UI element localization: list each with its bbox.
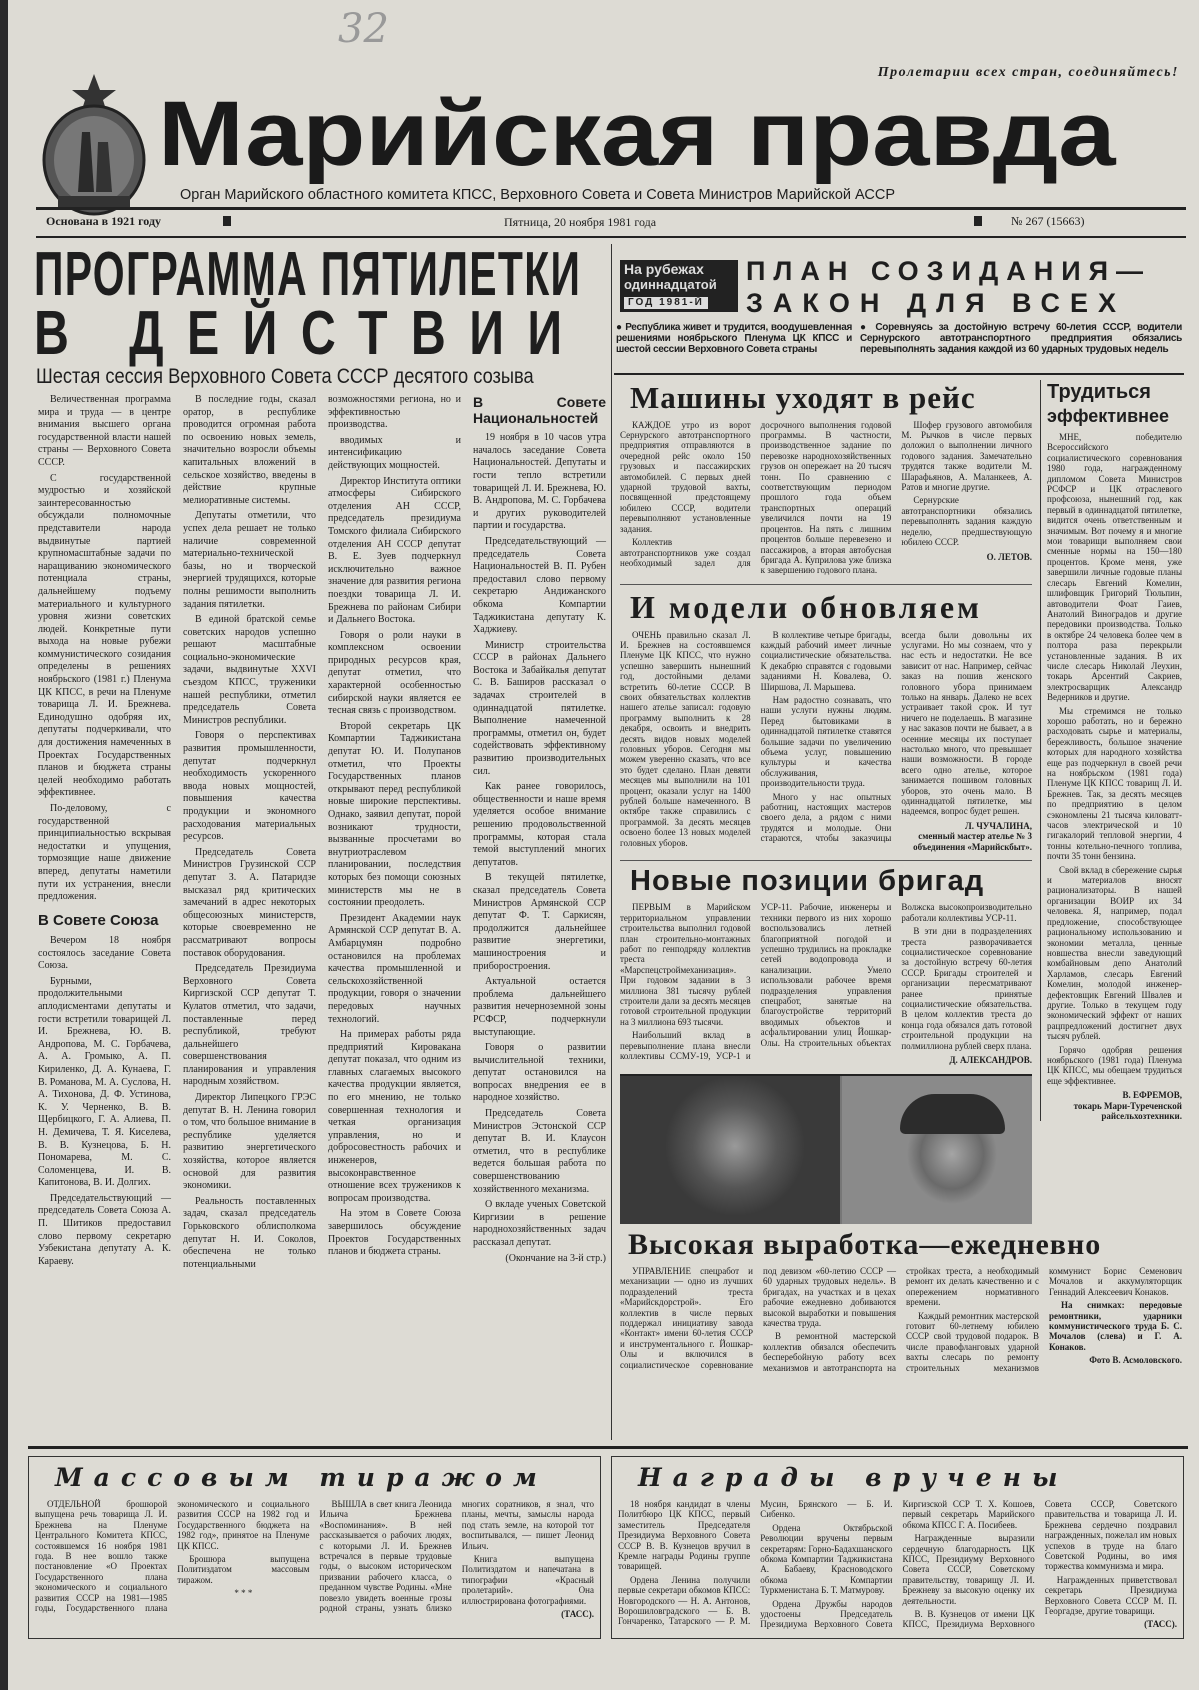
- brigades-paragraph: В эти дни в подразделениях треста разворачивается социалистическое соревнование за достойную встречу 60-летия СССР. Бригады строителей и организации пересматривают ранее принятые социалистические обязательства. В целом коллектив треста до конца года обязался дать готовой строительной продукции на полмиллиона рублей сверх плана.: [901, 926, 1032, 1051]
- section-heading-nationalities-council: В Совете Национальностей: [473, 394, 606, 427]
- lead-paragraph: Реальность поставленных задач, сказал председатель Горьковского облисполкома депутат Н. И. Соколов, обеспечена не только потенциальными возможностями региона, но и эффективностью производства.: [183, 394, 461, 1270]
- lead-paragraph: По-деловому, с государственной принципиальностью вскрывая недостатки и упущения, тормозящие наше движение вперед, депутаты наметили пути их устранения, внесли предложения.: [38, 803, 171, 903]
- output-paragraph: Каждый ремонтник мастерской готовит 60-летнему юбилею СССР свой трудовой подарок. В числе правофланговых ударной вахты слесарь по ремонту строительных механизмов коммунист Борис Семенович Мочалов и аккумуляторщик Геннадий Алексеевич Конаков.: [906, 1266, 1182, 1373]
- lead-paragraph: Бурными, продолжительными аплодисментами депутаты и гости встретили товарищей Л. И. Брежнева, Ю. В. Андропова, М. С. Горбачева, А. А. Громыко, А. П. Кириленко, Д. А. Кунаева, Г. В. Романова, М. А. Суслова, Н. А. Тихонова, Д. Ф. Устинова, К. У. Черненко, В. В. Щербицкого, Г. А. Алиева, П. Н. Демичева, Т. Я. Киселева, В. В. Кузнецова, Б. Н. Пономарева, М. С. Соломенцева, И. В. Капитонова, В. И. Долгих.: [38, 975, 171, 1189]
- output-article: [620, 1228, 1182, 1374]
- output-paragraph: УПРАВЛЕНИЕ спецработ и механизации — одно из лучших подразделений треста «Марийскдорстрой». Его коллектив в числе первых поддержал инициативу завода «Контакт» имени 60-летия СССР и инструментального г. Йошкар-Олы и включился в социалистическое соревнование под девизом «60-летию СССР — 60 ударных трудовых недель». В бригадах, на участках и в цехах рабочие ежедневно добиваются высокой выработки и повышения качества труда.: [620, 1266, 896, 1370]
- lead-paragraph: Актуальной остается проблема дальнейшего развития нечерноземной зоны РСФСР, подчеркнули выступающие.: [473, 976, 606, 1038]
- lead-paragraph: Говоря о развитии вычислительной техники, депутат остановился на вопросах внедрения ее в народное хозяйство.: [473, 1042, 606, 1104]
- models-paragraph: Много у нас опытных работниц, настоящих мастеров своего дела, а рядом с ними трудятся и молодые. Они стараются, чтобы заказчицы всегда были довольны их услугами. Но мы сознаем, что у нас есть и недостатки. Не все зависит от нас. Например, сейчас заказ на пошив женского головного убора принимаем только на январь. Далеко не всех устраивает такой срок. И тут ничего не поделаешь. В магазине у нас заказов почти не бывает, а в осенние месяцы их поступает настолько много, что превышает наши возможности. В городе всего одно ателье, которое занимается пошивом головных уборов, это очень мало. В одиннадцатой пятилетке, мы надеемся, вопрос будет решен.: [760, 629, 1032, 844]
- models-title: И модели обновляем: [630, 588, 982, 625]
- effective-signature: [1047, 1090, 1182, 1121]
- mass-paragraph: ОТДЕЛЬНОЙ брошюрой выпущена речь товарища Л. И. Брежнева на Пленуме Центрального Комитета КПСС, состоявшемся 16 ноября 1981 года. В нее вошло также постановление «О Проектах Государственного плана экономического и социального развития СССР на 1981—1985 годы, Государственного плана экономического и социального развития СССР на 1982 год и Государственного бюджета на 1982 год», принятое на Пленуме ЦК КПСС.: [35, 1499, 310, 1614]
- models-paragraph: ОЧЕНЬ правильно сказал Л. И. Брежнев на состоявшемся Пленуме ЦК КПСС, что нужно успешно завершить нынешний год, достойными делами встретить 60-летие СССР. В своих обязательствах коллектив нашего ателье записал: годовую программу выполнить к 28 декабря, освоить и внедрить десять видов новых моделей головных уборов. Сегодня мы можем уверенно сказать, что все это будет сделано. План девяти месяцев мы выполнили на 101 процент, оказали услуг на 1400 рублей больше намеченного. В октябре также справились с программой. За десять месяцев освоено более 13 новых моделей головных уборов.: [620, 629, 751, 848]
- lead-paragraph: Второй секретарь ЦК Компартии Таджикистана депутат Ю. И. Полупанов отметил, что Проекты Государственных планов открывают перед республикой новые широкие перспективы. Однако, заявил депутат, порой возникают трудности, вызванные просчетами во внутриотраслевом планировании, последствия которых без помощи союзных министерств мы не в состоянии преодолеть.: [328, 720, 461, 909]
- photo-cap: [900, 1094, 1005, 1134]
- lead-headline-2: В ДЕЙСТВИИ: [34, 299, 586, 368]
- newspaper-page: [8, 0, 1199, 1690]
- main-right-column: [620, 380, 1032, 1224]
- photo-credit: Фото В. Асмоловского.: [1089, 1355, 1182, 1366]
- brigades-body: [620, 902, 1032, 1065]
- lead-paragraph: С государственной мудростью и хозяйской заинтересованностью обсуждали полномочные представители народа выдвинутые партией крупномасштабные задачи по наращиванию экономического потенциала страны, дальнейшему подъему материального и культурного уровня жизни советских людей. Конкретные пути выхода на новые рубежи коммунистического созидания определены в решениях ноябрьского (1981 г.) Пленума ЦК КПСС, в речи на Пленуме товарища Л. И. Брежнева. Единодушно одобряя их, депутаты подчеркивали, что для достижения намеченных в Проектах Государственных планов и бюджета страны целей необходимо работать эффективнее.: [38, 472, 171, 799]
- mass-paragraph: * * *: [234, 1588, 253, 1599]
- rubric-badge: [620, 260, 738, 312]
- output-body: [620, 1266, 1182, 1373]
- output-title: Высокая выработка—ежедневно: [628, 1227, 1102, 1261]
- photo-left-worker: [620, 1076, 840, 1224]
- rubric-line-2: одиннадцатой: [624, 277, 717, 292]
- lead-paragraph: Министр строительства СССР в районах Дальнего Востока и Забайкалья депутат С. В. Баширов рассказал о задачах строителей в одиннадцатой пятилетке. Выполнение намеченной программы, отметил он, будет содействовать эффективному развитию производительных сил.: [473, 639, 606, 777]
- cars-paragraph: Сернурские автотранспортники обязались перевыполнять задания каждую неделю, предшествующую юбилею СССР.: [901, 495, 1032, 548]
- models-paragraph: В коллективе четыре бригады, каждый рабочий имеет личные социалистические обязательства. К декабрю справятся с годовыми заданиями Н. Ковалева, О. Ширшова, Л. Марьшева.: [760, 629, 892, 692]
- awards-paragraph: 18 ноября кандидат в члены Политбюро ЦК КПСС, первый заместитель Председателя Президиума Верховного Совета СССР В. В. Кузнецов вручил в Кремле награды Родины группе товарищей.: [618, 1499, 751, 1572]
- signature-name: В. ЕФРЕМОВ,: [1122, 1090, 1182, 1101]
- lead-paragraph: Председательствующий — председатель Совета Союза А. П. Шитиков предоставил слово первому секретарю Узбекистана депутату А. К. Караеву.: [38, 1192, 171, 1267]
- lead-paragraph: Депутаты отметили, что успех дела решает не только наличие современной материально-технической базы, но и творческой энергией трудящихся, которые полны решимости выполнить задания пятилетки.: [183, 510, 316, 610]
- mass-box: [28, 1456, 601, 1639]
- cars-title: Машины уходят в рейс: [630, 380, 976, 415]
- founded-note: Основана в 1921 году: [46, 214, 162, 228]
- handwritten-page-mark: 32: [338, 6, 389, 52]
- photo-caption: На снимках: передовые ремонтники, ударники коммунистического труда Б. С. Мочалов (слева) и Г. А. Конаков.: [1049, 1300, 1182, 1352]
- plan-headline-2: ЗАКОН ДЛЯ ВСЕХ: [746, 288, 1126, 318]
- lead-paragraph: Директор Липецкого ГРЭС депутат В. Н. Ленина говорил о том, что большое внимание в республике уделяется развитию энергетического хозяйства, которое является основой для развития экономики.: [183, 1092, 316, 1192]
- bullet-text: Соревнуясь за достойную встречу 60-летия СССР, водители Сернурского автотранспортного предприятия обязались перевыполнять задания каждой из 60 ударных трудовых недель: [860, 322, 1182, 356]
- masthead-slogan: Пролетарии всех стран, соединяйтесь!: [877, 65, 1179, 80]
- lead-paragraph: Председатель Президиума Верховного Совета Киргизской ССР депутат Т. Кулатов отметил, что задачи, поставленные перед республикой, требуют дальнейшего совершенствования планирования и управления народным хозяйством.: [183, 963, 316, 1088]
- effective-body: [1047, 432, 1182, 1121]
- cars-paragraph: КАЖДОЕ утро из ворот Сернурского автотранспортного предприятия отправляются в очередной рейс около 150 грузовых и пассажирских автомобилей. С первых дней ударной трудовой вахты, посвященной предстоящему юбилею СССР, водители перевыполняют установленные задания.: [620, 419, 751, 534]
- effective-title-1: Трудиться: [1047, 381, 1151, 403]
- effective-paragraph: Мы стремимся не только хорошо работать, но и бережно расходовать сырье и материалы, бережливость, большое значение которых для народного хозяйства еще раз подчеркнул в своей речи на ноябрьском (1981 года) Пленуме ЦК КПСС товарищ Л. И. Брежнев. Так, за десять месяцев по предприятию в целом сэкономлены 21 тысяча киловатт-часов электрической и 10 гигакалорий тепловой энергии, 4 тонны котельно-печного топлива, почти 35 тонн бензина.: [1047, 705, 1182, 862]
- effective-column: [1040, 380, 1182, 1121]
- lead-paragraph: В единой братской семье советских народов успешно решают масштабные социально-экономические задачи, выдвинутые XXVI съездом КПСС, труженики нашей республики, отметил председатель Совета Министров республики.: [183, 614, 316, 726]
- output-paragraph: В ремонтной мастерской коллектив обязался обеспечить бесперебойную работу всех механизмов и автотранспорта на стройках треста, а необходимый ремонт их делать качественно и с опережением нормативного времени.: [763, 1266, 1039, 1373]
- lead-paragraph: Величественная программа мира и труда — в центре внимания высшего органа государственной власти нашей страны — Верховного Совета СССР.: [38, 394, 171, 468]
- mass-title: Массовым тиражом: [55, 1463, 548, 1492]
- lead-paragraph: Говоря о роли науки в комплексном освоении природных ресурсов края, депутат отметил, что характерной особенностью сибирской науки является ее тесная связь с производством.: [328, 629, 461, 717]
- newspaper-title: Марийская правда: [158, 83, 1116, 185]
- brigades-paragraph: Наибольший вклад в перевыполнение плана внесли коллективы ССМУ-19, УСР-1 и УСР-11. Рабочие, инженеры и техники первого из них хорошо воспользовались летней благоприятной погодой и успешно трудились на прокладке сетей водопровода и канализации. Умело использовали рабочее время подразделения управления спецработ, занятые на благоустройстве территорий вводимых объектов и асфальтировании улиц Йошкар-Олы. На строительных объектах Волжска высокопроизводительно работали коллективы УСР-11.: [620, 902, 1032, 1062]
- issue-number: № 267 (15663): [1011, 214, 1085, 228]
- brigades-paragraph: ПЕРВЫМ в Марийском территориальном управлении строительства выполнил годовой план строительно-монтажных работ по генподряду коллектив треста «Марспецстроймеханизация». При годовом задании в 3 миллиона 381 тысячу рублей строители дали за десять месяцев готовой строительной продукции на 3 миллиона 693 тысячи.: [620, 902, 751, 1027]
- mass-body: [35, 1499, 594, 1619]
- mass-paragraph: ВЫШЛА в свет книга Леонида Ильича Брежнева «Воспоминания». В ней рассказывается о рабочих людях, с которыми Л. И. Брежнев встречался в первые трудовые годы, о высоком историческом призвании рабочего класса, о преданном чувстве Родины. «Мне повезло увидеть военные грозы родной страны, узнать близко многих соратников, я знал, что планы, мечты, замыслы народа под стать земле, на которой тот воспитывался, — пишет Леонид Ильич.: [319, 1499, 594, 1614]
- awards-paragraph: Награжденные выразили сердечную благодарность ЦК КПСС, Президиуму Верховного Совета СССР, Советскому правительству, товарищу Л. И. Брежневу за высокую оценку их деятельности.: [902, 1533, 1035, 1606]
- models-signature: [901, 821, 1032, 852]
- lead-paragraph: Директор Института оптики атмосферы Сибирского отделения АН СССР, председатель президиума Томского филиала Сибирского отделения АН СССР депутат В. Е. Зуев подчеркнул исключительно важное значение для развития региона поездки товарища Л. И. Брежнева по районам Сибири и Дальнего Востока.: [328, 475, 461, 626]
- awards-paragraph: В. В. Кузнецов от имени ЦК КПСС, Президиума Верховного Совета СССР, Советского правительства и товарища Л. И. Брежнева сердечно поздравил награжденных, пожелал им новых успехов в труде на благо Советской Родины, во имя торжества коммунизма и мира.: [902, 1499, 1177, 1630]
- brigades-signature: Д. АЛЕКСАНДРОВ.: [949, 1055, 1032, 1066]
- cars-paragraph: Коллектив автотранспортников уже создал необходимый задел для досрочного выполнения годовой программы. В частности, производственное задание по перевозке народнохозяйственных грузов он опережает на 20 тысяч тонн. По сравнению с соответствующим периодом прошлого года объем транспортных операций увеличился почти на 19 процентов. На пять с лишним процентов больше перевезено и пассажиров, а вторая автобусная бригада А. Куприлова уже близка к завершению годового плана.: [620, 419, 892, 576]
- signature-role: сменный мастер ателье № 3 объединения «Марийскбыт».: [913, 831, 1032, 852]
- masthead-subtitle: Орган Марийского областного комитета КПСС, Верховного Совета и Совета Министров Марийской АССР: [180, 187, 896, 203]
- issue-date: Пятница, 20 ноября 1981 года: [504, 215, 657, 229]
- lead-paragraph: вводимых и интенсификацию действующих мощностей.: [328, 434, 461, 471]
- separator-mark: [223, 216, 231, 226]
- continued-note: (Окончание на 3-й стр.): [505, 1252, 606, 1264]
- awards-paragraph: Награжденных приветствовал секретарь Президиума Верховного Совета СССР М. П. Георгадзе, другие товарищи.: [1044, 1574, 1177, 1617]
- separator-mark: [974, 216, 982, 226]
- mass-paragraph: Брошюра выпущена Политиздатом массовым тиражом.: [177, 1554, 310, 1585]
- effective-paragraph: МНЕ, победителю Всероссийского социалистического соревнования 1980 года, награжденному дипломом Совета Министров РСФСР и ЦК отраслевого профсоюза, нынешний год, как первый в одиннадцатой пятилетке, видится очень ответственным и значимым. Вот почему я и многие мои товарищи выполняем свои сменные нормы на 150—180 процентов. Кроме меня, уже завершили личные годовые планы слесарь Евгений Комелин, шлифовщик Григорий Тюльпин, автоводители Фоат Гаиев, Анатолий Виноградов и другие передовики производства. Только в октябре 24 человека более чем в полтора раза перекрыли установленные задания. В их числе слесарь Николай Леухин, токарь Арсентий Сакриев, электросварщик Александр Ведерников и другие.: [1047, 432, 1182, 703]
- models-paragraph: Нам радостно сознавать, что наши услуги нужны людям. Перед бытовиками в одиннадцатой пятилетке ставятся большие задачи по увеличению объема услуг, повышению культуры и качества обслуживания, производительности труда.: [760, 694, 892, 789]
- lead-paragraph: Вечером 18 ноября состоялось заседание Совета Союза.: [38, 935, 171, 972]
- awards-body: [618, 1499, 1177, 1630]
- bullet-text: Республика живет и трудится, воодушевленная решениями ноябрьского Пленума ЦК КПСС и шестой сессии Верховного Совета страны: [616, 322, 852, 356]
- lead-paragraph: Председатель Совета Министров Эстонской ССР депутат В. И. Клаусон отметил, что в республике ведется большая работа по совершенствованию хозяйственного механизма.: [473, 1108, 606, 1195]
- cars-body: [620, 420, 1032, 576]
- lead-paragraph: Президент Академии наук Армянской ССР депутат В. А. Амбарцумян подробно остановился на проблемах качества промышленной и сельскохозяйственной продукции, говоря о значении передовых научных технологий.: [328, 912, 461, 1025]
- lead-paragraph: 19 ноября в 10 часов утра началось заседание Совета Национальностей. Депутаты и гости тепло встретили товарищей Л. И. Брежнева, Ю. В. Андропова, М. С. Горбачева и других руководителей партии и государства.: [473, 432, 606, 532]
- models-article: [620, 584, 1032, 852]
- lead-paragraph: Как ранее говорилось, общественности и наше время уделяется особое внимание решению продовольственной программы, которая стала темой выступлений многих депутатов.: [473, 781, 606, 868]
- order-emblem-icon: [38, 72, 150, 217]
- cars-signature: О. ЛЕТОВ.: [986, 551, 1032, 562]
- tass-source: (ТАСС).: [561, 1609, 594, 1620]
- awards-paragraph: Ордена Ленина получили первые секретари обкомов КПСС: Новгородского — Н. А. Антонов, Ворошиловградского — Б. В. Гончаренко, Татарского — Р. М. Мусин, Брянского — Б. И. Сибенко.: [618, 1499, 893, 1627]
- plan-bullet-2: ● Соревнуясь за достойную встречу 60-летия СССР, водители Сернурского автотранспортного предприятия обязались перевыполнять задания каждой из 60 ударных трудовых недель: [860, 322, 1182, 356]
- awards-title: Награды вручены: [638, 1463, 1069, 1492]
- lead-paragraph: Председательствующий — председатель Совета Национальностей В. П. Рубен предоставил слово первому секретарю Андижанского обкома Компартии Таджикистана депутату К. Хаджиеву.: [473, 535, 606, 636]
- signature-name: Л. ЧУЧАЛИНА,: [964, 820, 1032, 831]
- awards-box: [611, 1456, 1184, 1639]
- lead-paragraph: Председатель Совета Министров Грузинской ССР депутат З. А. Патаридзе высказал ряд критических замечаний в адрес некоторых общесоюзных министерств, которые своевременно не рассматривают вопросы поставок оборудования.: [183, 846, 316, 959]
- rubric-line-1: На рубежах: [624, 261, 704, 277]
- lead-article-body: [38, 394, 606, 1271]
- lead-paragraph: Говоря о перспективах развития промышленности, депутат подчеркнул необходимость ускоренного ввода новых мощностей, повышения качества продукции и экономного расходования материальных ресурсов.: [183, 730, 316, 843]
- rubric-line-3: ГОД 1981-Й: [624, 297, 708, 309]
- awards-paragraph: Ордена Дружбы народов удостоены Председатель Президиума Верховного Совета Киргизской ССР Т. Х. Кошоев, первый секретарь Марийского обкома КПСС Г. А. Посибеев.: [760, 1499, 1035, 1630]
- bottom-section: [28, 1456, 1184, 1639]
- models-body: [620, 630, 1032, 853]
- cars-paragraph: Шофер грузового автомобиля М. Рычков в числе первых доложил о выполнении личного годового задания. Замечательно трудятся также водители М. Шарафьянов, А. Маланкеев, А. Ратов и многие другие.: [901, 419, 1032, 493]
- lead-paragraph: На этом в Совете Союза завершилось обсуждение Проектов Государственных планов и бюджета страны.: [328, 1208, 461, 1258]
- signature-role: токарь Мари-Туреченской райсельхозтехники.: [1073, 1100, 1182, 1121]
- effective-paragraph: Свой вклад в сбережение сырья и материалов вносят рационализаторы. В нашей организации ВОИР их 34 человека. Я, например, подал предложение, способствующее рациональному использованию и экономии металла, ценные новшества внесли заведующий комбайновым депо Анатолий Харламов, слесарь Евгений Комелин, молодой инженер-дефектовщик Евгений Швалев и другие. Только в текущем году экономический эффект от наших рацпредложений достигнет двух тысяч рублей.: [1047, 864, 1182, 1042]
- plan-headline-1: ПЛАН СОЗИДАНИЯ—: [746, 256, 1152, 286]
- section-heading-union-council: В Совете Союза: [38, 911, 159, 929]
- workers-photo: [620, 1074, 1032, 1224]
- lead-headline-1: ПРОГРАММА ПЯТИЛЕТКИ: [34, 240, 582, 309]
- brigades-title: Новые позиции бригад: [630, 865, 985, 898]
- lead-paragraph: В последние годы, сказал оратор, в республике проводится огромная работа по освоению новых земель, значительно возросли объемы капитальных вложений в сельское хозяйство, введены в действие крупные мелиоративные системы.: [183, 394, 316, 506]
- mass-paragraph: Книга выпущена Политиздатом и напечатана в типографии «Красный пролетарий». Она иллюстрирована фотографиями.: [461, 1554, 594, 1606]
- brigades-article: [620, 860, 1032, 1065]
- plan-bullet-1: ● Республика живет и трудится, воодушевленная решениями ноябрьского Пленума ЦК КПСС и шестой сессии Верховного Совета страны: [616, 322, 852, 356]
- effective-title-2: эффективнее: [1047, 406, 1170, 426]
- lead-paragraph: О вкладе ученых Советской Киргизии в решение народнохозяйственных задач рассказал депутат.: [473, 1199, 606, 1248]
- cars-article: [620, 380, 1032, 576]
- tass-source: (ТАСС).: [1144, 1619, 1177, 1630]
- lead-subtitle: Шестая сессия Верховного Совета СССР десятого созыва: [36, 365, 534, 388]
- awards-paragraph: Ордена Октябрьской Революции вручены первым секретарям: Горно-Бадахшанского обкома Компартии Таджикистана А. Бабаеву, Красноводского обкома Компартии Туркменистана Б. Т. Матмурову.: [760, 1522, 893, 1596]
- lead-paragraph: В текущей пятилетке, сказал председатель Совета Министров Армянской ССР депутат Ф. Т. Саркисян, продолжится дальнейшее развитие энергетики, машиностроения и приборостроения.: [473, 872, 606, 972]
- effective-paragraph: Горячо одобряя решения ноябрьского (1981 года) Пленума ЦК КПСС, мы обещаем трудиться еще эффективнее.: [1047, 1044, 1182, 1086]
- lead-paragraph: На примерах работы ряда предприятий Кировакана депутат показал, что одним из главных слагаемых высокого качества продукции является, по его мнению, не только совершенная технология и четкая организация управления, но и добросовестность рабочих и инженеров, высоконравственное отношение всех тружеников к вопросам производства.: [328, 1029, 461, 1204]
- right-news-area: [620, 380, 1182, 1373]
